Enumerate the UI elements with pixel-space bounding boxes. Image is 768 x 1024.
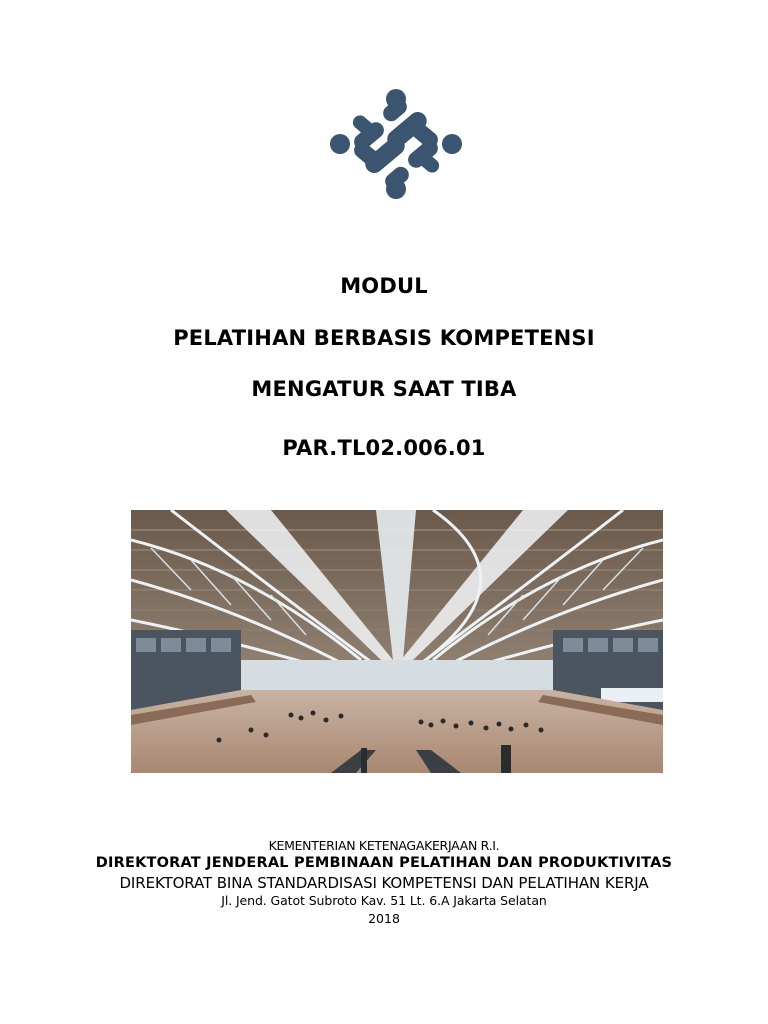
module-label: MODUL <box>340 274 428 298</box>
ministry-name: KEMENTERIAN KETENAGAKERJAAN R.I. <box>268 838 500 853</box>
training-title: PELATIHAN BERBASIS KOMPETENSI <box>173 326 595 350</box>
unit-title: MENGATUR SAAT TIBA <box>251 377 517 401</box>
address: Jl. Jend. Gatot Subroto Kav. 51 Lt. 6.A Jakarta Selatan <box>221 893 547 908</box>
ministry-logo-icon <box>328 88 464 200</box>
airport-terminal-photo <box>131 510 663 773</box>
unit-code: PAR.TL02.006.01 <box>282 436 486 460</box>
directorate-name: DIREKTORAT BINA STANDARDISASI KOMPETENSI DAN PELATIHAN KERJA <box>119 874 649 892</box>
directorate-general-name: DIREKTORAT JENDERAL PEMBINAAN PELATIHAN DAN PRODUKTIVITAS <box>95 855 673 871</box>
publication-year: 2018 <box>368 911 400 926</box>
